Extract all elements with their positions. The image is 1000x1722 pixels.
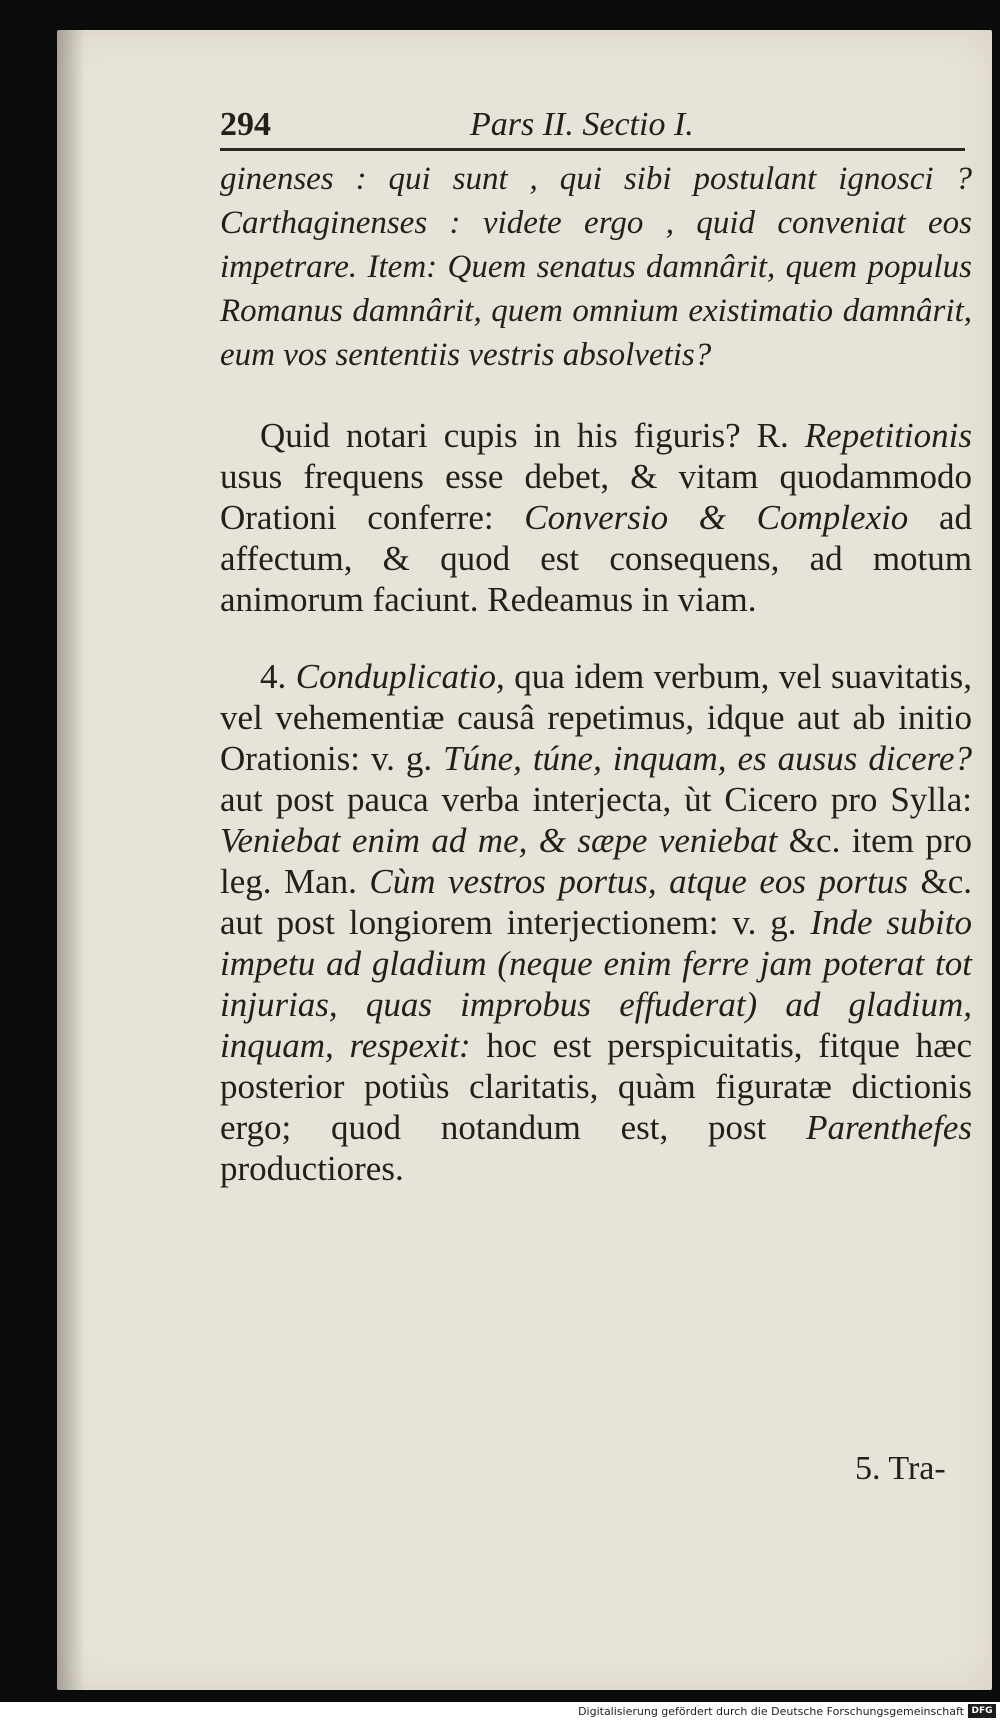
italic-example: Veniebat enim ad me, & sæpe veniebat <box>220 821 778 860</box>
italic-term: Repetitionis <box>804 416 972 455</box>
page-text <box>220 100 972 1189</box>
text-run: hoc est perspicuitatis, fitque hæc posterior potiùs claritatis, quàm figuratæ dictionis ergo; quod notandum est, post <box>220 1026 972 1147</box>
italic-example: Inde subito impetu ad gladium (neque enim ferre jam poterat tot injurias, quas improbus effuderat) ad gladium, inquam, respexit: <box>220 903 972 1065</box>
paragraph-quotation: ginenses : qui sunt , qui sibi postulant ignosci ? Carthaginenses : videte ergo , quid conveniat eos impetrare. Item: Quem senatus damnârit, quem populus Romanus damnârit, quem omnium existimatio damnârit, eum vos sententiis vestris absolvetis? <box>220 161 972 373</box>
binding-shadow <box>57 30 85 1690</box>
running-head-title: Pars II. Sectio I. <box>470 106 694 143</box>
text-run: Quid notari cupis in his figuris? R. <box>260 416 805 455</box>
text-run: productiores. <box>220 1149 404 1188</box>
italic-example: Cùm vestros portus, atque eos portus <box>369 862 908 901</box>
text-run: usus frequens esse debet, & vitam quodammodo Orationi conferre: <box>220 457 972 537</box>
paragraph-question <box>220 415 972 620</box>
catchword: 5. Tra- <box>855 1450 946 1487</box>
text-run: ad affectum, & quod est consequens, ad motum animorum faciunt. Redeamus in viam. <box>220 498 973 619</box>
italic-term: Parenthefes <box>806 1108 972 1147</box>
footer-credit: Digitalisierung gefördert durch die Deutsche Forschungsgemeinschaft <box>578 1705 964 1718</box>
text-run: &c. aut post longiorem interjectionem: v. g. <box>220 862 972 942</box>
text-run: &c. item pro leg. Man. <box>220 821 973 901</box>
italic-term: Conversio & Complexio <box>524 498 909 537</box>
running-head <box>220 100 972 144</box>
dfg-logo: DFG <box>968 1704 996 1718</box>
text-run: 4. <box>260 657 296 696</box>
page-number: 294 <box>220 106 271 143</box>
paragraph-conduplicatio <box>220 656 972 1189</box>
header-rule <box>220 148 965 151</box>
text-run: , qua idem verbum, vel suavitatis, vel vehementiæ causâ repetimus, idque aut ab initio Orationis: v. g. <box>220 657 972 778</box>
italic-term: Conduplicatio <box>295 657 496 696</box>
italic-example: Túne, túne, inquam, es ausus dicere? <box>443 739 972 778</box>
text-run: aut post pauca verba interjecta, ùt Cicero pro Sylla: <box>220 780 972 819</box>
